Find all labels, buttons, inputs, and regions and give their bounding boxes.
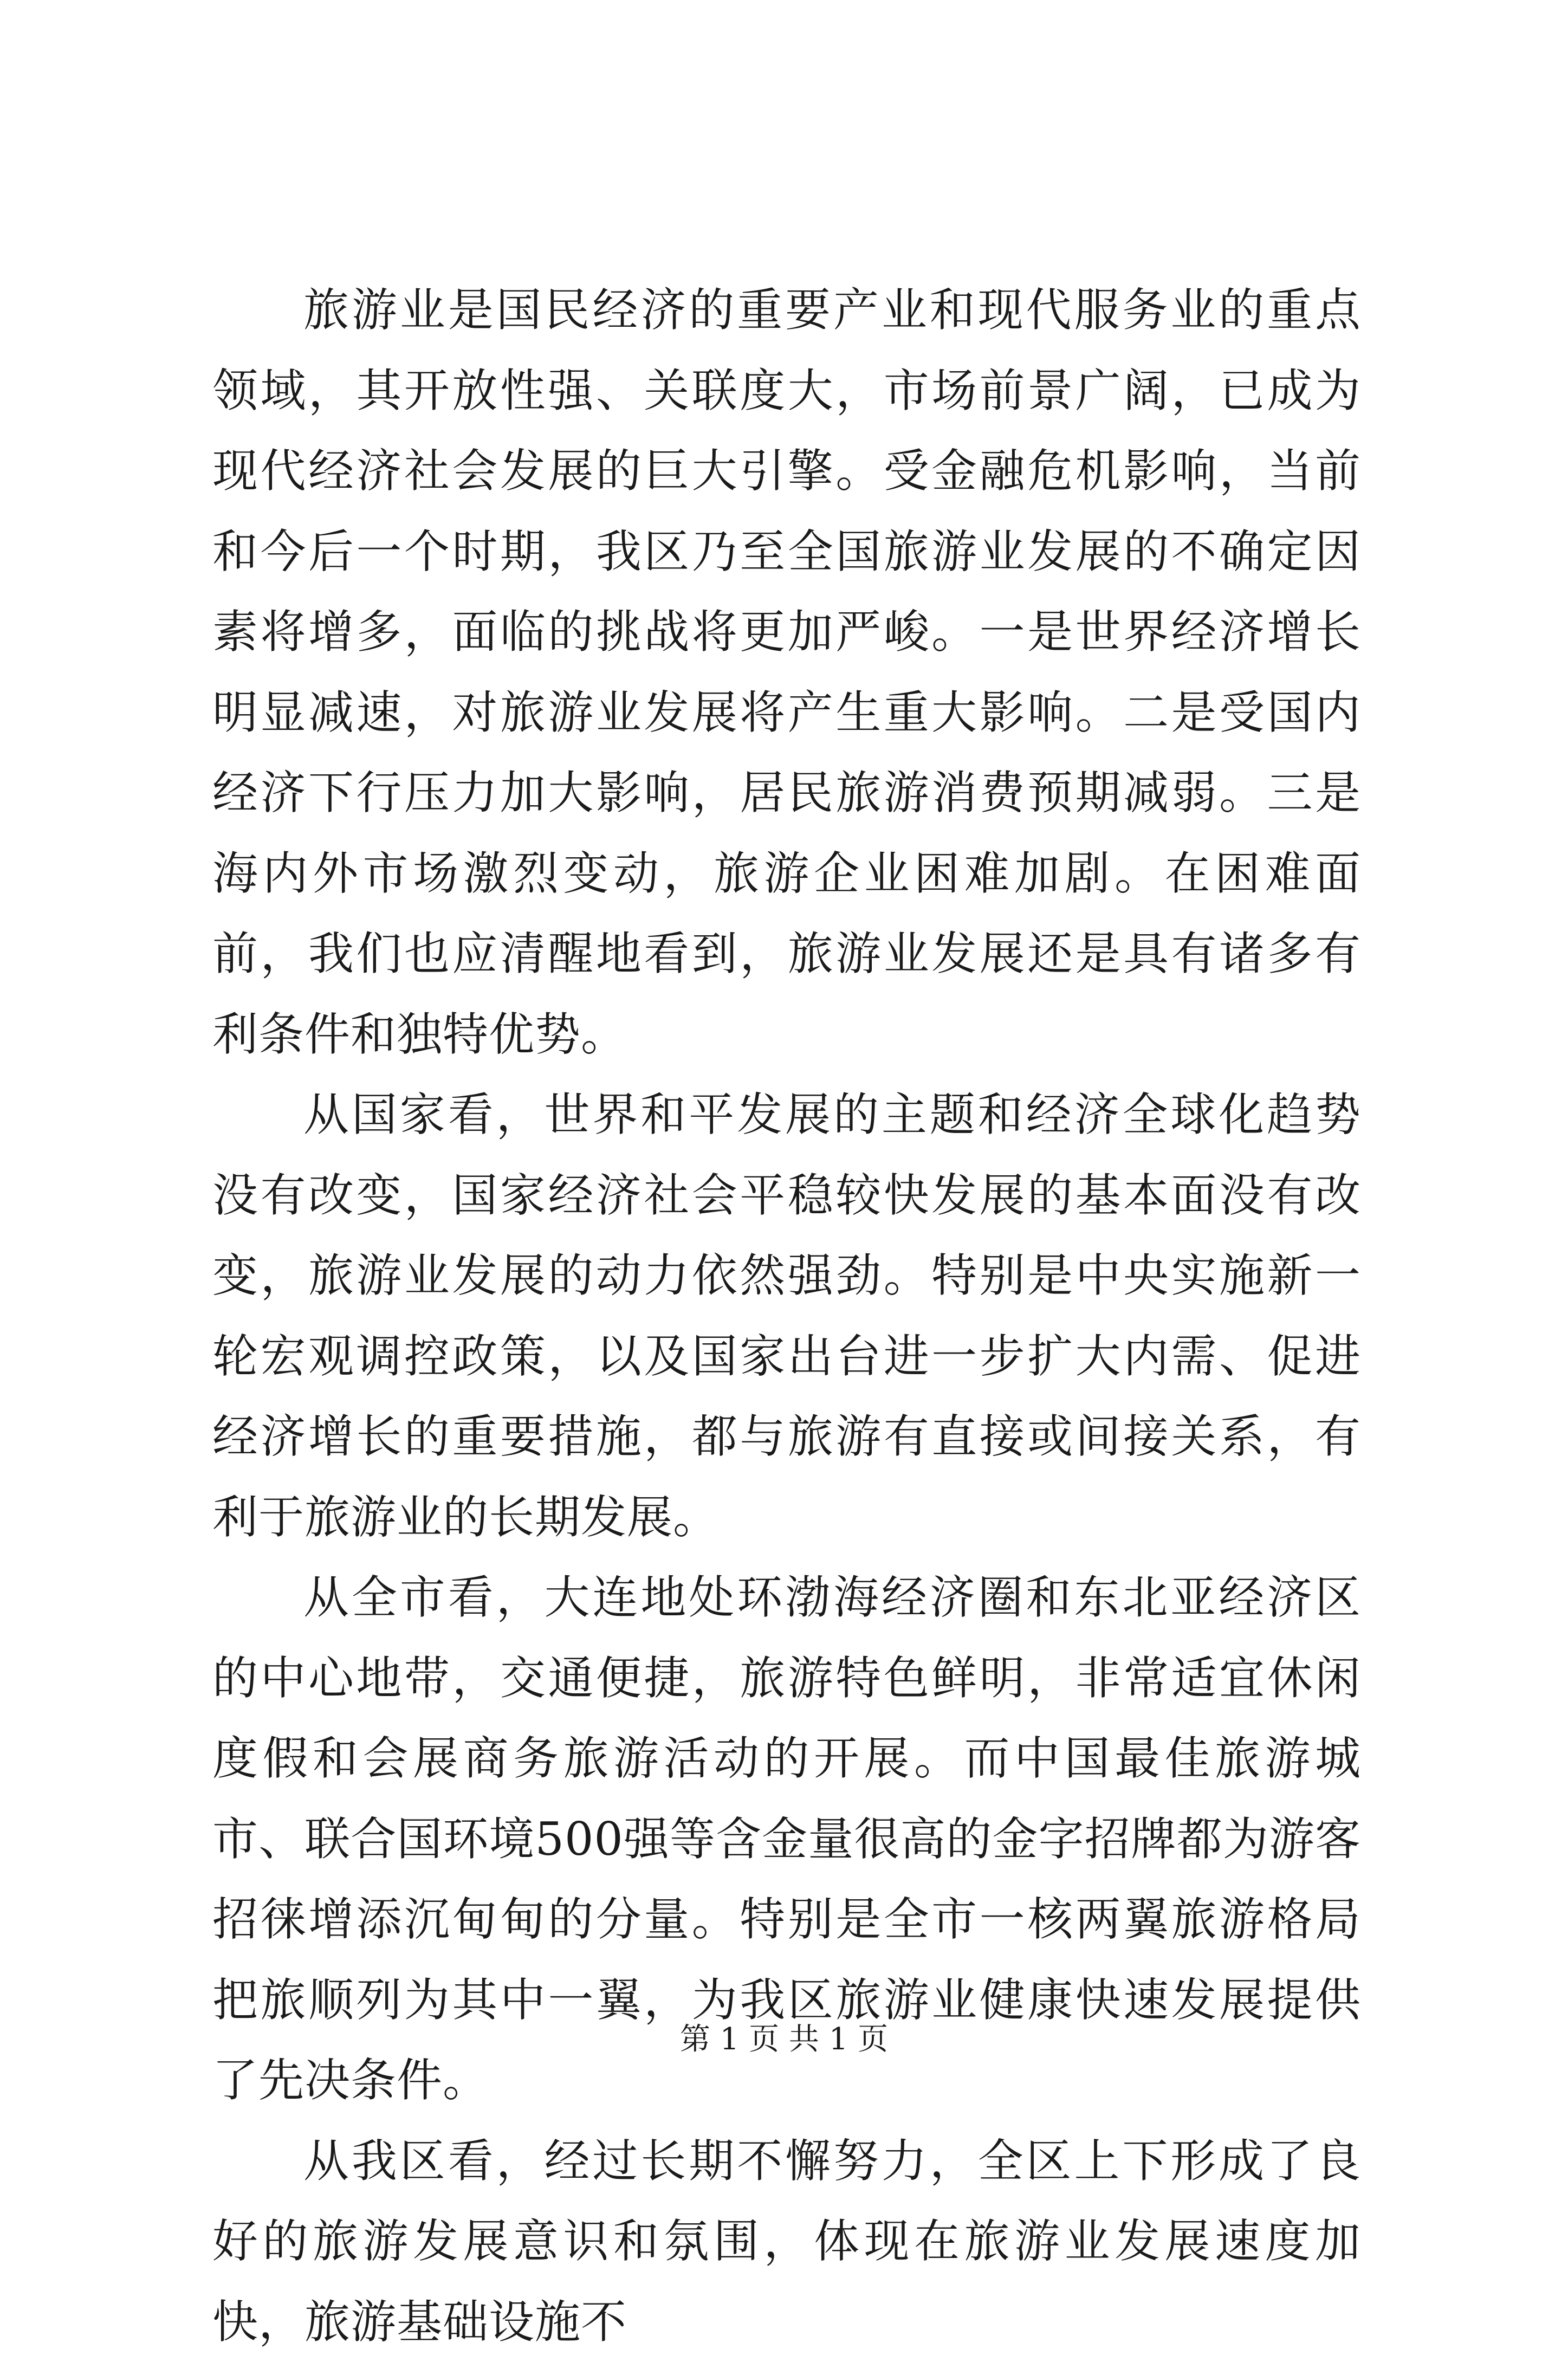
page-number-label: 第 1 页 共 1 页: [680, 2022, 888, 2057]
paragraph-4: 从我区看，经过长期不懈努力，全区上下形成了良好的旅游发展意识和氛围，体现在旅游业发展速度加快，旅游基础设施不: [212, 2121, 1361, 2362]
paragraph-3: 从全市看，大连地处环渤海经济圈和东北亚经济区的中心地带，交通便捷，旅游特色鲜明，非常适宜休闲度假和会展商务旅游活动的开展。而中国最佳旅游城市、联合国环境500强等含金量很高的金字招牌都为游客招徕增添沉甸甸的分量。特别是全市一核两翼旅游格局把旅顺列为其中一翼，为我区旅游业健康快速发展提供了先决条件。: [212, 1557, 1361, 2121]
paragraph-1: 旅游业是国民经济的重要产业和现代服务业的重点领域，其开放性强、关联度大，市场前景广阔，已成为现代经济社会发展的巨大引擎。受金融危机影响，当前和今后一个时期，我区乃至全国旅游业发展的不确定因素将增多，面临的挑战将更加严峻。一是世界经济增长明显减速，对旅游业发展将产生重大影响。二是受国内经济下行压力加大影响，居民旅游消费预期减弱。三是海内外市场激烈变动，旅游企业困难加剧。在困难面前，我们也应清醒地看到，旅游业发展还是具有诸多有利条件和独特优势。: [212, 270, 1361, 1075]
paragraph-2: 从国家看，世界和平发展的主题和经济全球化趋势没有改变，国家经济社会平稳较快发展的基本面没有改变，旅游业发展的动力依然强劲。特别是中央实施新一轮宏观调控政策，以及国家出台进一步扩大内需、促进经济增长的重要措施，都与旅游有直接或间接关系，有利于旅游业的长期发展。: [212, 1075, 1361, 1557]
page-footer: [0, 2018, 1568, 2061]
